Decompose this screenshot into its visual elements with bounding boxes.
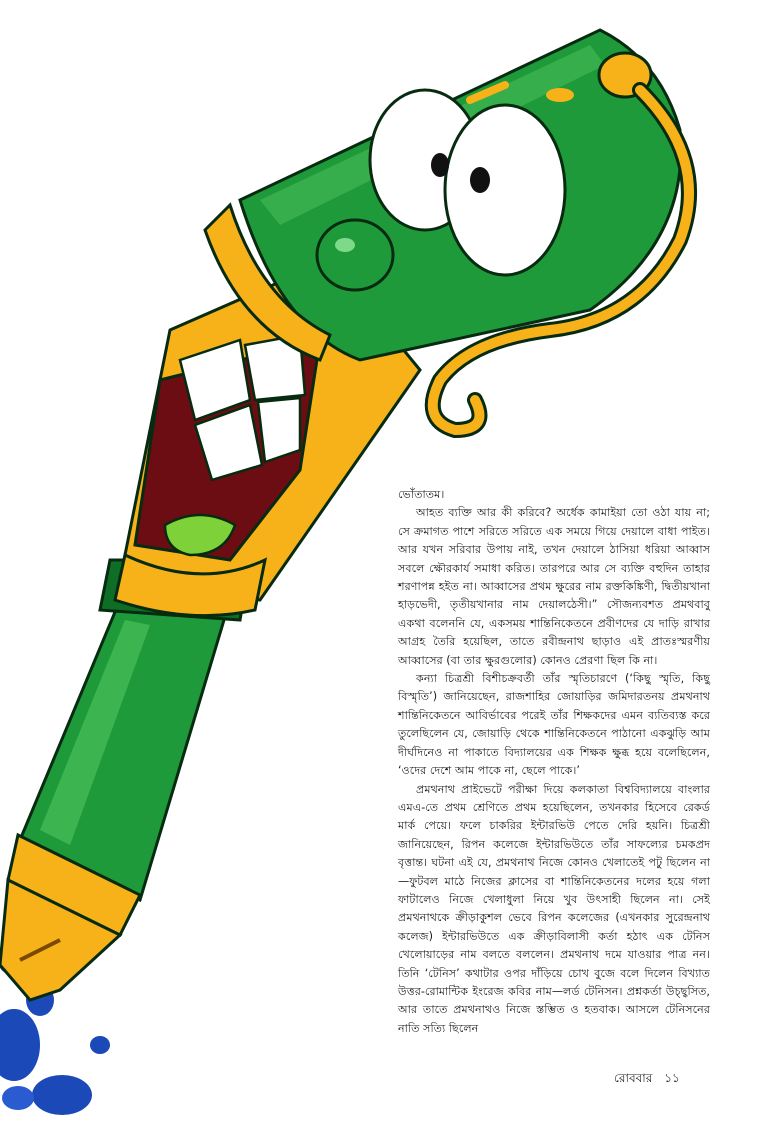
article-paragraph: প্রমথনাথ প্রাইভেটে পরীক্ষা দিয়ে কলকাতা বিশ্ববিদ্যালয়ে বাংলার এমএ-তে প্রথম শ্রেণিতে প্রথম হয়েছিলেন, তখনকার হিসেবে রেকর্ড মার্ক পেয়ে। ফলে চাকরির ইন্টারভিউ পেতে দেরি হয়নি। চিত্রশ্রী জানিয়েছেন, রিপন কলেজে ইন্টারভিউতে তাঁর সাফল্যের চমকপ্রদ বৃত্তান্ত। ঘটনা এই যে, প্রমথনাথ নিজে কোনও খেলাতেই পটু ছিলেন না—ফুটবল মাঠে নিজের ক্লাসের বা শান্তিনিকেতনের দলের হয়ে গলা ফাটালেও নিজে খেলাধুলা নিয়ে খুব উৎসাহী ছিলেন না। সেই প্রমথনাথকে ক্রীড়াকুশল ভেবে রিপন কলেজের (এখনকার সুরেন্দ্রনাথ কলেজ) ইন্টারভিউতে এক ক্রীড়াবিলাসী কর্তা হঠাৎ এক টেনিস খেলোয়াড়ের নাম বলতে বললেন। প্রমথনাথ দমে যাওয়ার পাত্র নন। তিনি ‘টেনিস’ কথাটার ওপর দাঁড়িয়ে চোখ বুজে বলে দিলেন বিখ্যাত উত্তর-রোমান্টিক ইংরেজ কবির নাম—লর্ড টেনিসন। প্রশ্নকর্তা উচ্ছ্বসিত, আর তাতে প্রমথনাথও নিজে স্তম্ভিত ও হতবাক। আসলে টেনিসনের নাতি সত্যি ছিলেন [398,782,710,1035]
article-paragraph: ভোঁতাতম। [398,488,445,501]
pen-body [0,560,250,1000]
page-footer [614,1070,724,1090]
page-number: ১১ [664,1071,680,1085]
article-paragraph: আহত ব্যক্তি আর কী করিবে? অর্ধেক কামাইয়া তো ওঠা যায় না; সে ক্রমাগত পাশে সরিতে সরিতে এক সময়ে গিয়ে দেয়ালে বাধা পাইত। আর যখন সরিবার উপায় নাই, তখন দেয়ালে ঠাসিয়া ধরিয়া আব্বাস সবলে ক্ষৌরকার্য সমাধা করিত। তারপরে আর সে ব্যক্তি বহুদিন তাহার শরণাপন্ন হইত না। আব্বাসের প্রথম ক্ষুরের নাম রক্তকিঙ্কিণী, দ্বিতীয়খানা হাড়ভেদী, তৃতীয়খানার নাম দেয়ালঠেসী।” সৌজন্যবশত প্রমথবাবু একথা বলেননি যে, একসময় শান্তিনিকেতনে প্রবীণদের যে দাড়ি রাখার আগ্রহ তৈরি হয়েছিল, তাতে রবীন্দ্রনাথ ছাড়াও এই প্রাতঃস্মরণীয় আব্বাসের (বা তার ক্ষুরগুলোর) কোনও প্রেরণা ছিল কি না। [398,506,710,667]
article-paragraph: কন্যা চিত্রশ্রী বিশীচক্রবর্তী তাঁর স্মৃতিচারণে (‘কিছু স্মৃতি, কিছু বিস্মৃতি’) জানিয়েছেন, রাজশাহির জোয়াড়ির জমিদারতনয় প্রমথনাথ শান্তিনিকেতনে আবির্ভাবের পরেই তাঁর শিক্ষকদের এমন ব্যতিব্যস্ত করে তুলেছিলেন যে, জোয়াড়ি থেকে শান্তিনিকেতনে পাঠানো একঝুড়ি আম দীর্ঘদিনেও না পাকাতে বিদ্যালয়ের এক শিক্ষক ক্ষুব্ধ হয়ে বলেছিলেন, ‘ওদের দেশে আম পাকে না, ছেলে পাকে।’ [398,672,710,778]
article-text [398,486,710,1038]
magazine-name: রোববার [614,1071,653,1085]
